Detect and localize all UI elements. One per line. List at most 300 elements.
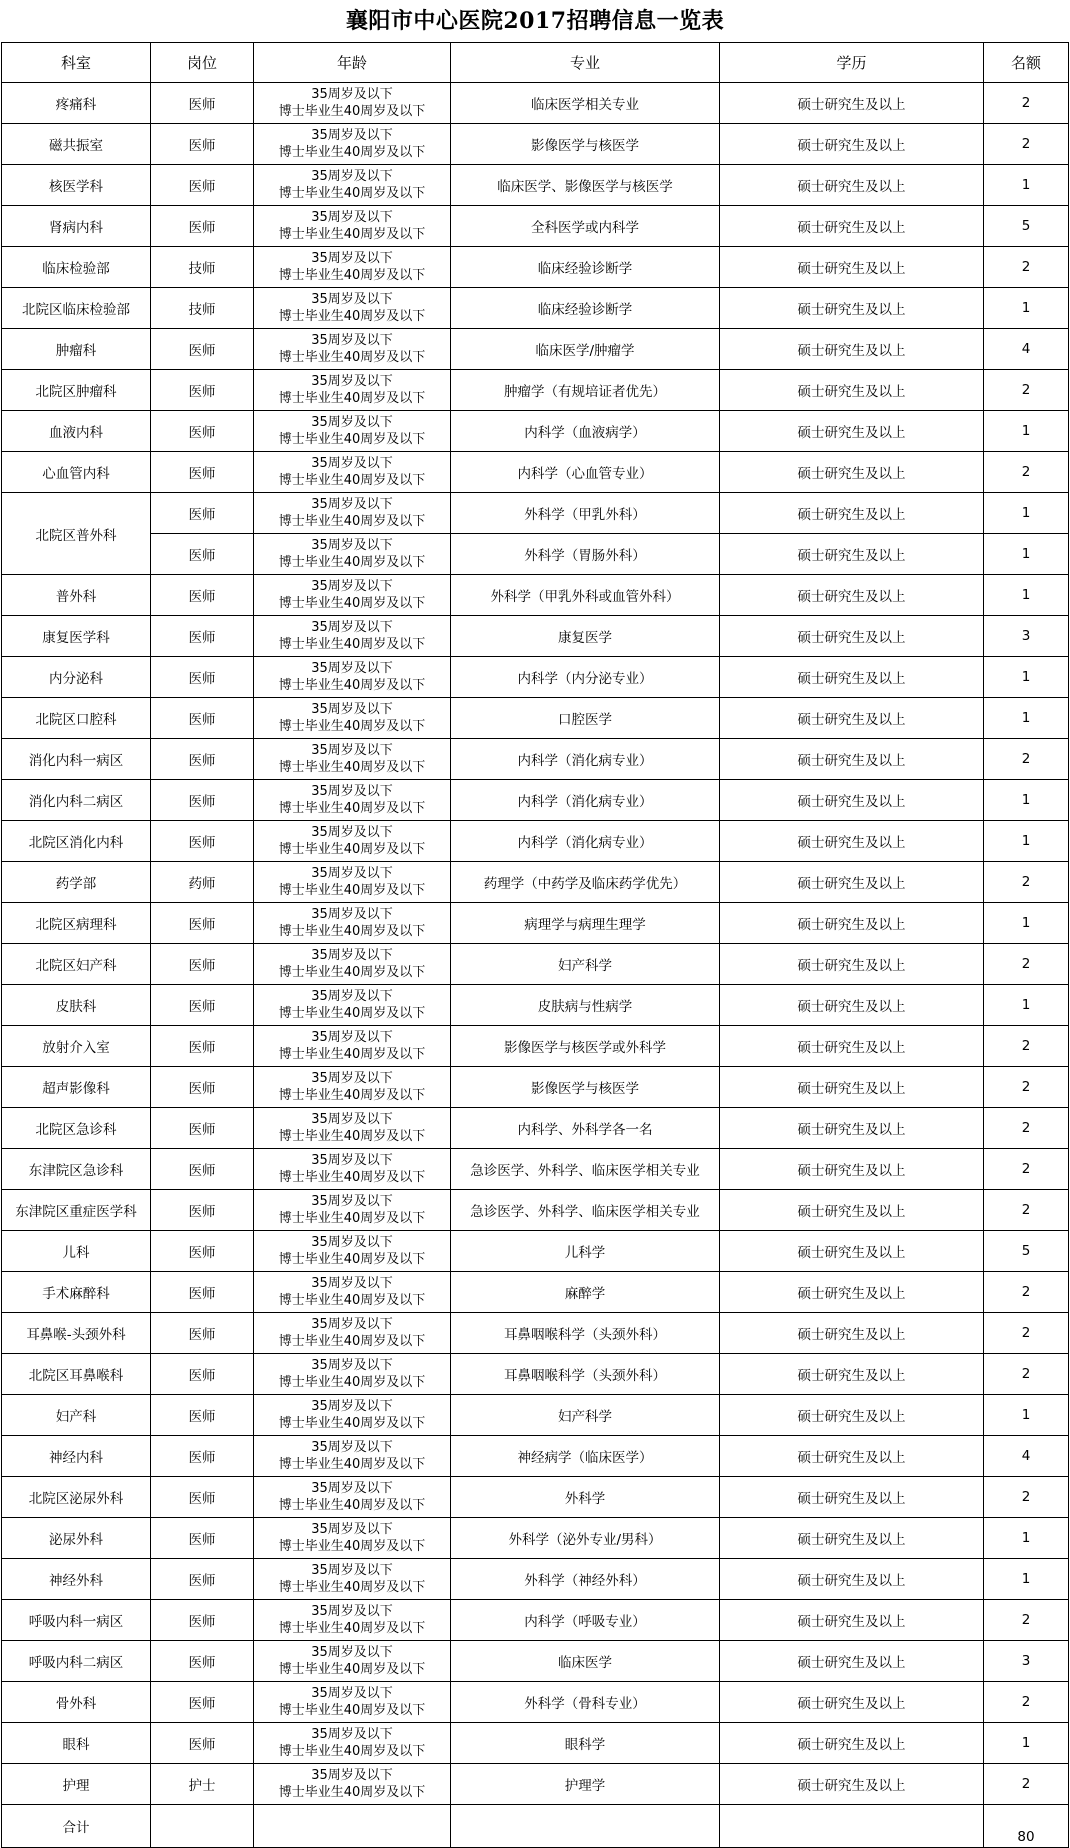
count-cell: 1 (984, 1518, 1069, 1559)
education-cell: 硕士研究生及以上 (720, 1190, 984, 1231)
major-cell: 病理学与病理生理学 (451, 903, 720, 944)
age-line-2: 博士毕业生40周岁及以下 (278, 1457, 426, 1472)
education-cell: 硕士研究生及以上 (720, 206, 984, 247)
age-line-1: 35周岁及以下 (311, 620, 393, 635)
age-line-1: 35周岁及以下 (311, 1112, 393, 1127)
table-row (2, 288, 1069, 329)
major-cell: 临床医学相关专业 (451, 83, 720, 124)
age-line-1: 35周岁及以下 (311, 1645, 393, 1660)
major-cell: 影像医学与核医学或外科学 (451, 1026, 720, 1067)
age-cell (254, 83, 451, 124)
count-cell: 2 (984, 862, 1069, 903)
age-line-2: 博士毕业生40周岁及以下 (278, 1088, 426, 1103)
post-cell: 医师 (151, 493, 254, 534)
count-cell: 1 (984, 534, 1069, 575)
count-cell: 1 (984, 985, 1069, 1026)
age-line-1: 35周岁及以下 (311, 1481, 393, 1496)
post-cell: 医师 (151, 1231, 254, 1272)
dept-cell: 手术麻醉科 (2, 1272, 151, 1313)
age-line-2: 博士毕业生40周岁及以下 (278, 1334, 426, 1349)
age-line-2: 博士毕业生40周岁及以下 (278, 1252, 426, 1267)
major-cell: 内科学（消化病专业） (451, 739, 720, 780)
post-cell: 医师 (151, 124, 254, 165)
age-line-2: 博士毕业生40周岁及以下 (278, 719, 426, 734)
age-cell (254, 575, 451, 616)
age-line-1: 35周岁及以下 (311, 784, 393, 799)
table-row (2, 1518, 1069, 1559)
education-cell: 硕士研究生及以上 (720, 903, 984, 944)
count-cell: 1 (984, 1395, 1069, 1436)
post-cell: 医师 (151, 206, 254, 247)
major-cell: 肿瘤学（有规培证者优先） (451, 370, 720, 411)
major-cell: 内科学（呼吸专业） (451, 1600, 720, 1641)
age-line-2: 博士毕业生40周岁及以下 (278, 760, 426, 775)
major-cell: 麻醉学 (451, 1272, 720, 1313)
age-line-2: 博士毕业生40周岁及以下 (278, 104, 426, 119)
major-cell: 急诊医学、外科学、临床医学相关专业 (451, 1149, 720, 1190)
education-cell: 硕士研究生及以上 (720, 1641, 984, 1682)
age-line-2: 博士毕业生40周岁及以下 (278, 1744, 426, 1759)
post-cell: 药师 (151, 862, 254, 903)
age-cell (254, 1518, 451, 1559)
table-row (2, 1641, 1069, 1682)
education-cell: 硕士研究生及以上 (720, 534, 984, 575)
education-cell: 硕士研究生及以上 (720, 1477, 984, 1518)
dept-cell: 耳鼻喉-头颈外科 (2, 1313, 151, 1354)
age-line-2: 博士毕业生40周岁及以下 (278, 391, 426, 406)
dept-cell: 呼吸内科一病区 (2, 1600, 151, 1641)
major-cell: 耳鼻咽喉科学（头颈外科） (451, 1313, 720, 1354)
age-line-1: 35周岁及以下 (311, 538, 393, 553)
major-cell: 妇产科学 (451, 944, 720, 985)
age-cell (254, 1477, 451, 1518)
table-row (2, 903, 1069, 944)
dept-cell: 眼科 (2, 1723, 151, 1764)
table-row (2, 1190, 1069, 1231)
dept-cell: 消化内科一病区 (2, 739, 151, 780)
major-cell: 皮肤病与性病学 (451, 985, 720, 1026)
age-line-1: 35周岁及以下 (311, 1399, 393, 1414)
post-cell: 技师 (151, 247, 254, 288)
recruitment-table (1, 42, 1069, 1848)
table-row (2, 575, 1069, 616)
age-cell (254, 1436, 451, 1477)
dept-cell: 北院区病理科 (2, 903, 151, 944)
age-line-2: 博士毕业生40周岁及以下 (278, 1785, 426, 1800)
education-cell: 硕士研究生及以上 (720, 985, 984, 1026)
count-cell: 1 (984, 493, 1069, 534)
table-row (2, 1436, 1069, 1477)
age-line-1: 35周岁及以下 (311, 1522, 393, 1537)
major-cell: 外科学（神经外科） (451, 1559, 720, 1600)
age-line-1: 35周岁及以下 (311, 251, 393, 266)
age-cell (254, 1313, 451, 1354)
major-cell: 内科学（消化病专业） (451, 780, 720, 821)
count-cell: 1 (984, 698, 1069, 739)
age-cell (254, 944, 451, 985)
count-cell: 2 (984, 1764, 1069, 1805)
table-row (2, 1723, 1069, 1764)
table-row (2, 1682, 1069, 1723)
post-cell: 医师 (151, 411, 254, 452)
post-cell: 医师 (151, 1723, 254, 1764)
table-row (2, 1354, 1069, 1395)
count-cell: 5 (984, 206, 1069, 247)
education-cell: 硕士研究生及以上 (720, 165, 984, 206)
major-cell: 临床医学/肿瘤学 (451, 329, 720, 370)
age-cell (254, 1026, 451, 1067)
count-cell: 2 (984, 1272, 1069, 1313)
education-cell: 硕士研究生及以上 (720, 247, 984, 288)
total-empty-age (254, 1805, 451, 1848)
count-cell: 2 (984, 1108, 1069, 1149)
age-line-2: 博士毕业生40周岁及以下 (278, 227, 426, 242)
major-cell: 临床医学 (451, 1641, 720, 1682)
table-row (2, 329, 1069, 370)
post-cell: 医师 (151, 1395, 254, 1436)
post-cell: 医师 (151, 1559, 254, 1600)
post-cell: 技师 (151, 288, 254, 329)
total-empty-education (720, 1805, 984, 1848)
age-cell (254, 862, 451, 903)
education-cell: 硕士研究生及以上 (720, 124, 984, 165)
age-cell (254, 821, 451, 862)
table-row (2, 1395, 1069, 1436)
education-cell: 硕士研究生及以上 (720, 944, 984, 985)
table-row (2, 1067, 1069, 1108)
post-cell: 医师 (151, 452, 254, 493)
total-empty-post (151, 1805, 254, 1848)
major-cell: 全科医学或内科学 (451, 206, 720, 247)
age-line-2: 博士毕业生40周岁及以下 (278, 309, 426, 324)
age-line-2: 博士毕业生40周岁及以下 (278, 801, 426, 816)
age-line-2: 博士毕业生40周岁及以下 (278, 514, 426, 529)
dept-cell: 北院区肿瘤科 (2, 370, 151, 411)
post-cell: 医师 (151, 1026, 254, 1067)
major-cell: 妇产科学 (451, 1395, 720, 1436)
table-row (2, 1313, 1069, 1354)
age-line-1: 35周岁及以下 (311, 169, 393, 184)
education-cell: 硕士研究生及以上 (720, 329, 984, 370)
age-line-1: 35周岁及以下 (311, 1153, 393, 1168)
major-cell: 外科学（甲乳外科） (451, 493, 720, 534)
age-cell (254, 165, 451, 206)
age-line-2: 博士毕业生40周岁及以下 (278, 1375, 426, 1390)
age-line-2: 博士毕业生40周岁及以下 (278, 555, 426, 570)
post-cell: 医师 (151, 1272, 254, 1313)
major-cell: 临床医学、影像医学与核医学 (451, 165, 720, 206)
age-cell (254, 1108, 451, 1149)
age-line-1: 35周岁及以下 (311, 1604, 393, 1619)
major-cell: 眼科学 (451, 1723, 720, 1764)
age-cell (254, 288, 451, 329)
page-title: 襄阳市中心医院2017招聘信息一览表 (345, 8, 725, 34)
major-cell: 影像医学与核医学 (451, 1067, 720, 1108)
age-line-1: 35周岁及以下 (311, 1727, 393, 1742)
table-row (2, 124, 1069, 165)
age-line-1: 35周岁及以下 (311, 1563, 393, 1578)
age-line-1: 35周岁及以下 (311, 1276, 393, 1291)
post-cell: 医师 (151, 1149, 254, 1190)
dept-cell: 北院区普外科 (2, 493, 151, 575)
education-cell: 硕士研究生及以上 (720, 1313, 984, 1354)
table-row (2, 1477, 1069, 1518)
table-row (2, 534, 1069, 575)
count-cell: 2 (984, 370, 1069, 411)
count-cell: 1 (984, 288, 1069, 329)
count-cell: 2 (984, 1067, 1069, 1108)
count-cell: 1 (984, 1723, 1069, 1764)
dept-cell: 疼痛科 (2, 83, 151, 124)
table-row (2, 370, 1069, 411)
major-cell: 康复医学 (451, 616, 720, 657)
education-cell: 硕士研究生及以上 (720, 493, 984, 534)
dept-cell: 东津院区急诊科 (2, 1149, 151, 1190)
age-line-2: 博士毕业生40周岁及以下 (278, 883, 426, 898)
table-row (2, 1272, 1069, 1313)
count-cell: 2 (984, 1600, 1069, 1641)
age-cell (254, 1723, 451, 1764)
table-row (2, 1559, 1069, 1600)
post-cell: 医师 (151, 1067, 254, 1108)
education-cell: 硕士研究生及以上 (720, 1231, 984, 1272)
dept-cell: 护理 (2, 1764, 151, 1805)
major-cell: 内科学、外科学各一名 (451, 1108, 720, 1149)
age-line-1: 35周岁及以下 (311, 456, 393, 471)
age-cell (254, 698, 451, 739)
dept-cell: 肿瘤科 (2, 329, 151, 370)
age-cell (254, 903, 451, 944)
age-line-2: 博士毕业生40周岁及以下 (278, 186, 426, 201)
age-line-1: 35周岁及以下 (311, 743, 393, 758)
dept-cell: 血液内科 (2, 411, 151, 452)
dept-cell: 放射介入室 (2, 1026, 151, 1067)
post-cell: 医师 (151, 821, 254, 862)
post-cell: 医师 (151, 575, 254, 616)
major-cell: 神经病学（临床医学） (451, 1436, 720, 1477)
age-cell (254, 657, 451, 698)
table-row (2, 1149, 1069, 1190)
post-cell: 医师 (151, 1313, 254, 1354)
count-cell: 2 (984, 1354, 1069, 1395)
education-cell: 硕士研究生及以上 (720, 1354, 984, 1395)
education-cell: 硕士研究生及以上 (720, 452, 984, 493)
age-cell (254, 1354, 451, 1395)
dept-cell: 妇产科 (2, 1395, 151, 1436)
age-cell (254, 1272, 451, 1313)
age-line-2: 博士毕业生40周岁及以下 (278, 637, 426, 652)
age-line-1: 35周岁及以下 (311, 1358, 393, 1373)
age-line-1: 35周岁及以下 (311, 1686, 393, 1701)
age-line-2: 博士毕业生40周岁及以下 (278, 1170, 426, 1185)
major-cell: 护理学 (451, 1764, 720, 1805)
table-row (2, 821, 1069, 862)
count-cell: 1 (984, 411, 1069, 452)
table-row (2, 411, 1069, 452)
age-line-1: 35周岁及以下 (311, 374, 393, 389)
age-line-2: 博士毕业生40周岁及以下 (278, 1129, 426, 1144)
dept-cell: 北院区消化内科 (2, 821, 151, 862)
age-line-1: 35周岁及以下 (311, 825, 393, 840)
count-cell: 2 (984, 1190, 1069, 1231)
post-cell: 医师 (151, 370, 254, 411)
age-cell (254, 534, 451, 575)
post-cell: 医师 (151, 1190, 254, 1231)
table-row (2, 1108, 1069, 1149)
age-line-1: 35周岁及以下 (311, 989, 393, 1004)
major-cell: 影像医学与核医学 (451, 124, 720, 165)
age-cell (254, 1682, 451, 1723)
age-line-2: 博士毕业生40周岁及以下 (278, 145, 426, 160)
major-cell: 耳鼻咽喉科学（头颈外科） (451, 1354, 720, 1395)
age-line-2: 博士毕业生40周岁及以下 (278, 1539, 426, 1554)
dept-cell: 神经外科 (2, 1559, 151, 1600)
header-dept: 科室 (2, 43, 151, 83)
age-line-2: 博士毕业生40周岁及以下 (278, 1662, 426, 1677)
age-line-1: 35周岁及以下 (311, 1194, 393, 1209)
table-row (2, 1026, 1069, 1067)
table-row (2, 616, 1069, 657)
age-cell (254, 206, 451, 247)
age-cell (254, 1190, 451, 1231)
post-cell: 医师 (151, 903, 254, 944)
dept-cell: 呼吸内科二病区 (2, 1641, 151, 1682)
dept-cell: 泌尿外科 (2, 1518, 151, 1559)
table-row (2, 944, 1069, 985)
count-cell: 2 (984, 247, 1069, 288)
count-cell: 4 (984, 1436, 1069, 1477)
count-cell: 2 (984, 1477, 1069, 1518)
age-line-2: 博士毕业生40周岁及以下 (278, 965, 426, 980)
age-line-2: 博士毕业生40周岁及以下 (278, 1416, 426, 1431)
dept-cell: 药学部 (2, 862, 151, 903)
table-row (2, 1231, 1069, 1272)
education-cell: 硕士研究生及以上 (720, 657, 984, 698)
age-cell (254, 370, 451, 411)
major-cell: 外科学 (451, 1477, 720, 1518)
major-cell: 口腔医学 (451, 698, 720, 739)
age-line-2: 博士毕业生40周岁及以下 (278, 268, 426, 283)
age-line-2: 博士毕业生40周岁及以下 (278, 842, 426, 857)
post-cell: 医师 (151, 1108, 254, 1149)
education-cell: 硕士研究生及以上 (720, 780, 984, 821)
education-cell: 硕士研究生及以上 (720, 1682, 984, 1723)
dept-cell: 普外科 (2, 575, 151, 616)
count-cell: 1 (984, 780, 1069, 821)
age-cell (254, 1641, 451, 1682)
age-line-1: 35周岁及以下 (311, 415, 393, 430)
dept-cell: 皮肤科 (2, 985, 151, 1026)
count-cell: 1 (984, 821, 1069, 862)
dept-cell: 北院区耳鼻喉科 (2, 1354, 151, 1395)
education-cell: 硕士研究生及以上 (720, 370, 984, 411)
education-cell: 硕士研究生及以上 (720, 1600, 984, 1641)
post-cell: 医师 (151, 165, 254, 206)
age-cell (254, 1600, 451, 1641)
table-row (2, 452, 1069, 493)
table-row (2, 739, 1069, 780)
post-cell: 医师 (151, 1641, 254, 1682)
age-line-2: 博士毕业生40周岁及以下 (278, 678, 426, 693)
post-cell: 医师 (151, 780, 254, 821)
age-line-2: 博士毕业生40周岁及以下 (278, 1047, 426, 1062)
dept-cell: 肾病内科 (2, 206, 151, 247)
total-empty-major (451, 1805, 720, 1848)
header-major: 专业 (451, 43, 720, 83)
age-line-1: 35周岁及以下 (311, 1768, 393, 1783)
header-education: 学历 (720, 43, 984, 83)
age-cell (254, 1395, 451, 1436)
count-cell: 2 (984, 944, 1069, 985)
education-cell: 硕士研究生及以上 (720, 616, 984, 657)
count-cell: 1 (984, 657, 1069, 698)
age-line-2: 博士毕业生40周岁及以下 (278, 432, 426, 447)
dept-cell: 北院区泌尿外科 (2, 1477, 151, 1518)
major-cell: 外科学（骨科专业） (451, 1682, 720, 1723)
age-line-1: 35周岁及以下 (311, 128, 393, 143)
age-cell (254, 329, 451, 370)
age-line-2: 博士毕业生40周岁及以下 (278, 473, 426, 488)
age-line-2: 博士毕业生40周岁及以下 (278, 1211, 426, 1226)
age-line-1: 35周岁及以下 (311, 210, 393, 225)
education-cell: 硕士研究生及以上 (720, 739, 984, 780)
total-count: 80 (984, 1805, 1069, 1848)
count-cell: 2 (984, 1026, 1069, 1067)
major-cell: 内科学（内分泌专业） (451, 657, 720, 698)
education-cell: 硕士研究生及以上 (720, 411, 984, 452)
dept-cell: 康复医学科 (2, 616, 151, 657)
age-line-2: 博士毕业生40周岁及以下 (278, 596, 426, 611)
post-cell: 医师 (151, 657, 254, 698)
table-row (2, 1764, 1069, 1805)
post-cell: 医师 (151, 616, 254, 657)
age-line-2: 博士毕业生40周岁及以下 (278, 1498, 426, 1513)
dept-cell: 骨外科 (2, 1682, 151, 1723)
age-cell (254, 247, 451, 288)
dept-cell: 超声影像科 (2, 1067, 151, 1108)
post-cell: 医师 (151, 1436, 254, 1477)
age-cell (254, 780, 451, 821)
dept-cell: 北院区临床检验部 (2, 288, 151, 329)
age-cell (254, 411, 451, 452)
dept-cell: 北院区急诊科 (2, 1108, 151, 1149)
age-line-1: 35周岁及以下 (311, 579, 393, 594)
age-cell (254, 493, 451, 534)
age-line-1: 35周岁及以下 (311, 1317, 393, 1332)
age-line-1: 35周岁及以下 (311, 1440, 393, 1455)
post-cell: 医师 (151, 1518, 254, 1559)
education-cell: 硕士研究生及以上 (720, 83, 984, 124)
table-row (2, 206, 1069, 247)
dept-cell: 东津院区重症医学科 (2, 1190, 151, 1231)
education-cell: 硕士研究生及以上 (720, 1108, 984, 1149)
post-cell: 医师 (151, 534, 254, 575)
education-cell: 硕士研究生及以上 (720, 1026, 984, 1067)
post-cell: 护士 (151, 1764, 254, 1805)
education-cell: 硕士研究生及以上 (720, 1436, 984, 1477)
age-line-2: 博士毕业生40周岁及以下 (278, 1006, 426, 1021)
age-line-1: 35周岁及以下 (311, 1235, 393, 1250)
count-cell: 1 (984, 165, 1069, 206)
table-row (2, 165, 1069, 206)
age-line-1: 35周岁及以下 (311, 948, 393, 963)
education-cell: 硕士研究生及以上 (720, 698, 984, 739)
education-cell: 硕士研究生及以上 (720, 1559, 984, 1600)
major-cell: 临床经验诊断学 (451, 247, 720, 288)
count-cell: 2 (984, 1313, 1069, 1354)
table-header-row (2, 43, 1069, 83)
dept-cell: 磁共振室 (2, 124, 151, 165)
